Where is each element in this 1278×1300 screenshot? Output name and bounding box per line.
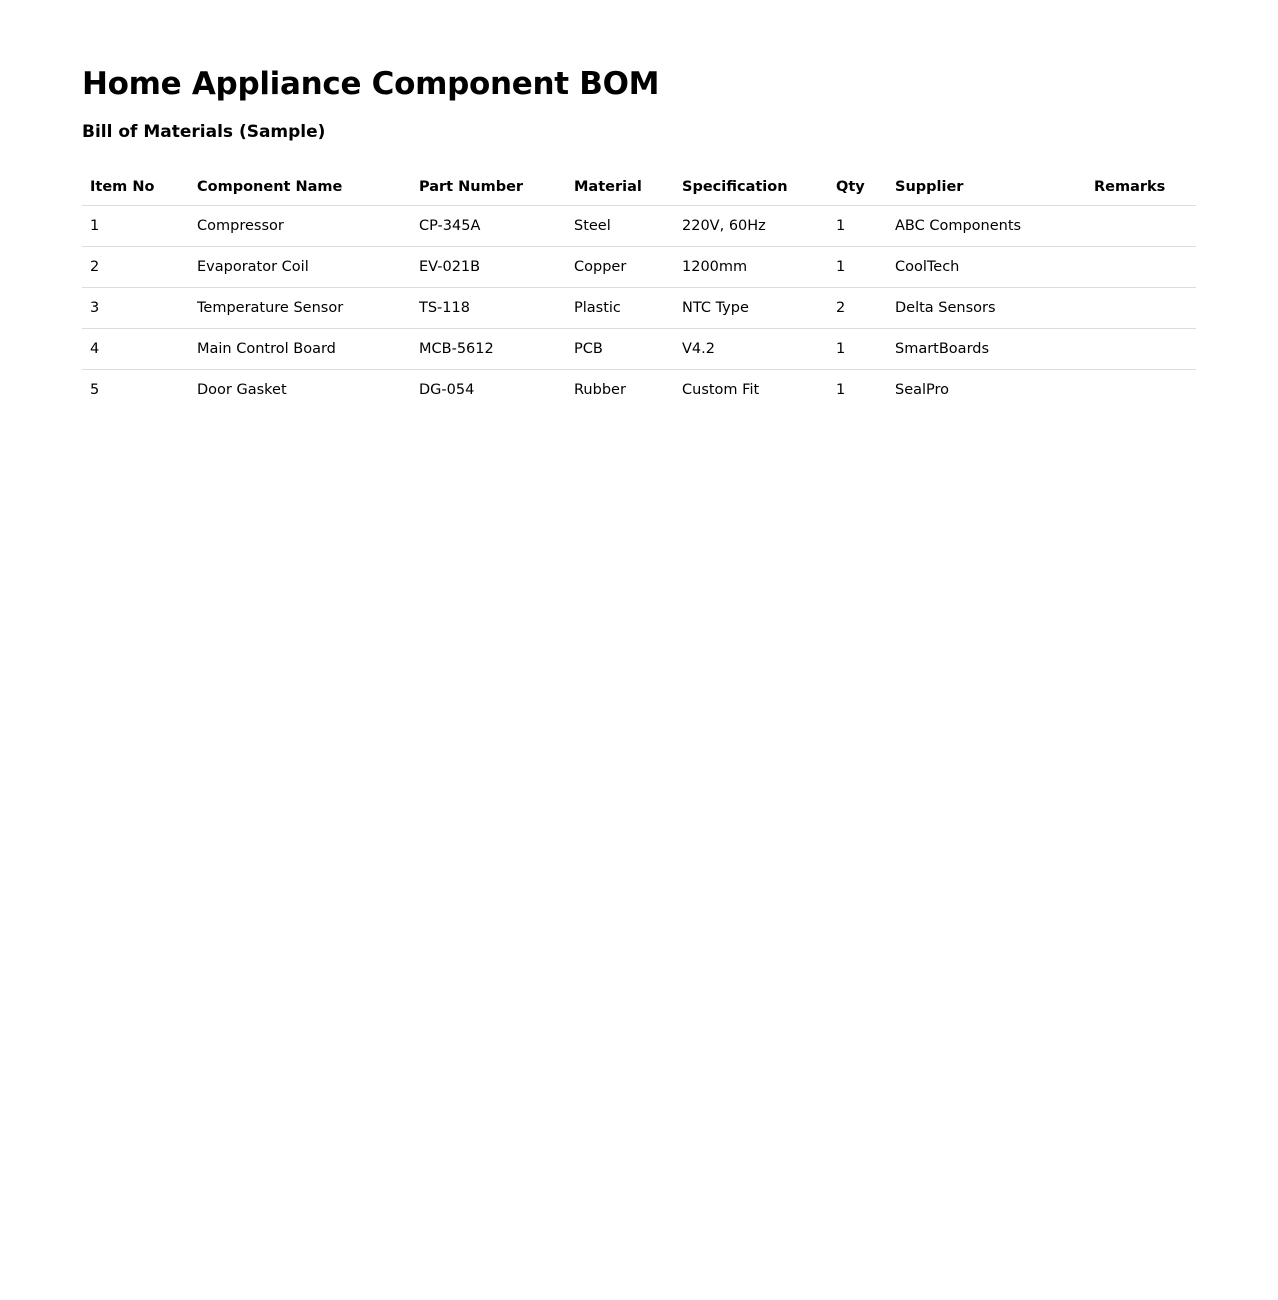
cell-component-name: Compressor <box>189 206 411 247</box>
cell-part-number: CP-345A <box>411 206 566 247</box>
table-row <box>82 370 1196 411</box>
table-row <box>82 206 1196 247</box>
table-header-row <box>82 168 1196 206</box>
cell-supplier: SealPro <box>895 382 950 398</box>
cell-supplier: ABC Components <box>887 206 1086 247</box>
cell-part-number: DG-054 <box>419 382 475 398</box>
cell-specification: Custom Fit <box>682 382 760 398</box>
header-material: Material <box>566 168 674 206</box>
page-subtitle: Bill of Materials (Sample) <box>82 122 326 142</box>
cell-qty: 1 <box>828 206 887 247</box>
cell-item-no: 2 <box>82 247 189 288</box>
cell-supplier: Delta Sensors <box>887 288 1086 329</box>
cell-item-no: 5 <box>90 382 100 398</box>
table-row <box>82 247 1196 288</box>
header-item-no: Item No <box>82 168 189 206</box>
cell-specification: NTC Type <box>674 288 828 329</box>
page-title: Home Appliance Component BOM <box>82 66 660 102</box>
cell-qty: 1 <box>828 329 887 370</box>
cell-qty: 1 <box>828 247 887 288</box>
cell-part-number: TS-118 <box>411 288 566 329</box>
table-row <box>82 288 1196 329</box>
cell-remarks <box>1086 370 1196 411</box>
cell-item-no: 1 <box>82 206 189 247</box>
cell-component-name: Temperature Sensor <box>189 288 411 329</box>
bom-table <box>82 168 1196 410</box>
cell-material: PCB <box>566 329 674 370</box>
header-part-number: Part Number <box>411 168 566 206</box>
cell-material: Steel <box>566 206 674 247</box>
header-qty: Qty <box>828 168 887 206</box>
cell-supplier: CoolTech <box>887 247 1086 288</box>
cell-component-name: Main Control Board <box>189 329 411 370</box>
table-row <box>82 329 1196 370</box>
cell-part-number: MCB-5612 <box>411 329 566 370</box>
cell-component-name: Door Gasket <box>197 382 287 398</box>
cell-material: Plastic <box>566 288 674 329</box>
cell-remarks <box>1086 288 1196 329</box>
header-remarks: Remarks <box>1086 168 1196 206</box>
document <box>82 62 1196 410</box>
cell-material: Rubber <box>574 382 626 398</box>
cell-remarks <box>1086 329 1196 370</box>
cell-material: Copper <box>566 247 674 288</box>
header-component-name: Component Name <box>189 168 411 206</box>
cell-component-name: Evaporator Coil <box>189 247 411 288</box>
cell-supplier: SmartBoards <box>887 329 1086 370</box>
cell-specification: V4.2 <box>674 329 828 370</box>
cell-specification: 1200mm <box>674 247 828 288</box>
cell-qty: 1 <box>836 382 846 398</box>
cell-qty: 2 <box>828 288 887 329</box>
cell-remarks <box>1086 206 1196 247</box>
cell-specification: 220V, 60Hz <box>674 206 828 247</box>
cell-item-no: 4 <box>82 329 189 370</box>
header-supplier: Supplier <box>887 168 1086 206</box>
header-specification: Specification <box>674 168 828 206</box>
cell-item-no: 3 <box>82 288 189 329</box>
cell-part-number: EV-021B <box>411 247 566 288</box>
cell-remarks <box>1086 247 1196 288</box>
